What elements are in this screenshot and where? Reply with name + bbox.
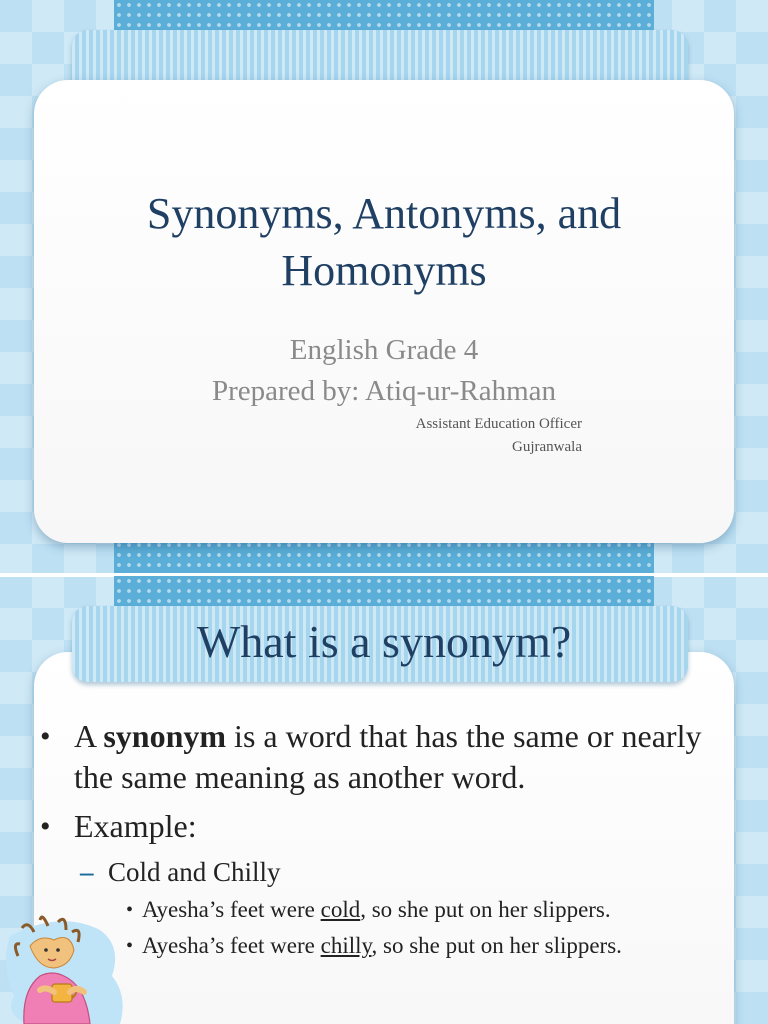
example-bullet (40, 806, 740, 847)
example-label: Example: (74, 808, 197, 844)
sentence2-before: Ayesha’s feet were (142, 933, 315, 958)
sentence1-word: cold (320, 897, 361, 922)
bullet-dot-icon: • (126, 935, 134, 957)
definition-term: synonym (103, 718, 227, 754)
pair-bullet (40, 855, 740, 889)
sentence-bullet-2 (40, 931, 740, 961)
author-role: Assistant Education Officer (415, 416, 582, 432)
sentence2-word: chilly (320, 933, 372, 958)
definition-bullet (40, 716, 740, 798)
slide-title-line1: Synonyms, Antonyms, and (146, 189, 622, 238)
sentence1-before: Ayesha’s feet were (142, 897, 315, 922)
pair-label: Cold and Chilly (108, 857, 281, 887)
bullet-list (40, 716, 740, 961)
girl-with-cup-clipart (0, 906, 140, 1024)
author-location: Gujranwala (512, 439, 582, 455)
definition-article: A (74, 718, 96, 754)
bullet-dot-icon: • (126, 899, 134, 921)
sentence1-after: , so she put on her slippers. (360, 897, 611, 922)
subtitle-author: Prepared by: Atiq-ur-Rahman (211, 375, 557, 407)
title-card (34, 80, 734, 543)
synonym-slide (0, 576, 768, 1024)
bullet-dot-icon: • (40, 810, 51, 843)
sentence-bullet-1 (40, 895, 740, 925)
slide-title-line2: Homonyms (281, 246, 487, 295)
subtitle-grade: English Grade 4 (289, 334, 479, 366)
definition-text: is a word that has the same or nearly the same meaning as another word. (74, 718, 702, 795)
dash-bullet-icon: – (80, 857, 94, 887)
bullet-dot-icon: • (40, 720, 51, 753)
slide-title: What is a synonym? (196, 616, 572, 667)
sentence2-after: , so she put on her slippers. (371, 933, 622, 958)
